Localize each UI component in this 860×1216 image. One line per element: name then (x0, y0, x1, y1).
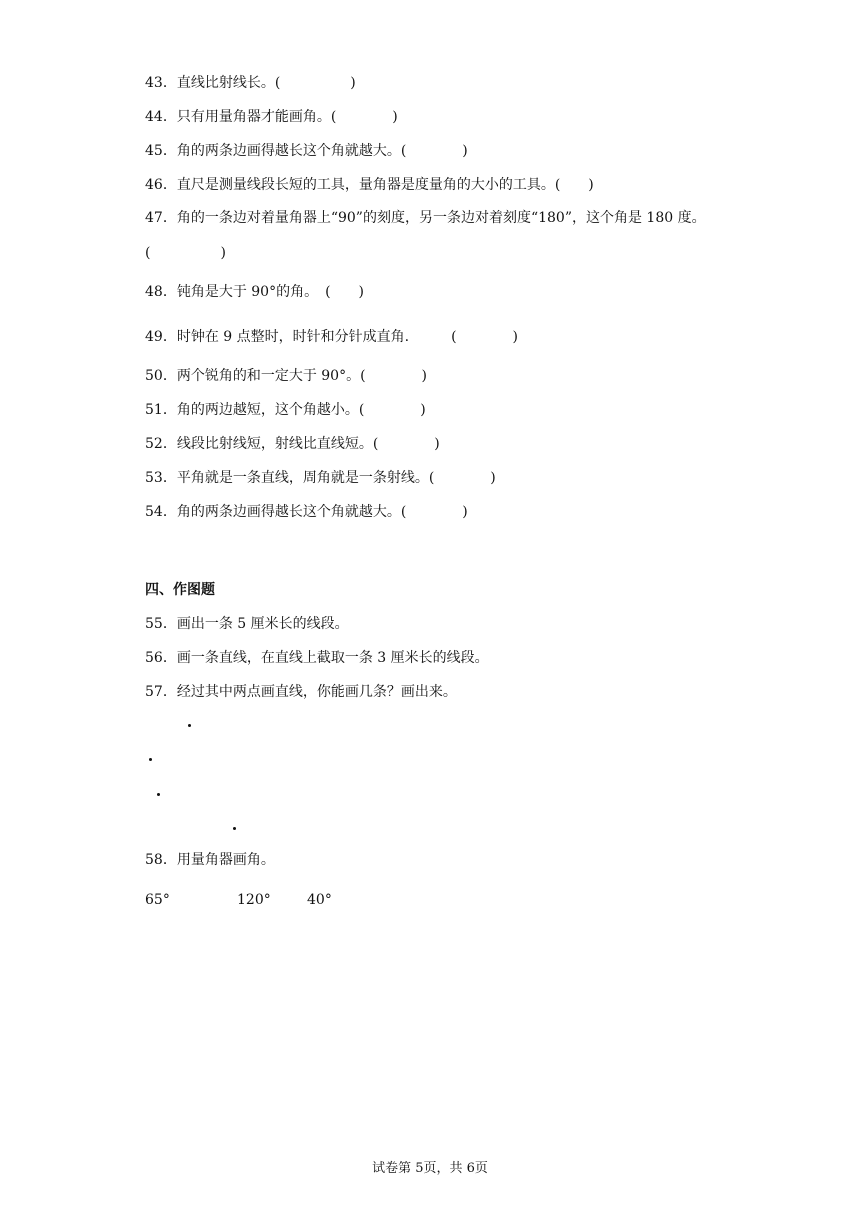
question-57: 57．经过其中两点画直线，你能画几条？画出来。 (145, 684, 457, 700)
question-53: 53．平角就是一条直线，周角就是一条射线。( ) (145, 470, 496, 486)
point-dot (157, 793, 160, 796)
question-47-blank: ( ) (145, 245, 226, 261)
question-49: 49．时钟在 9 点整时，时针和分针成直角. ( ) (145, 329, 518, 345)
question-50: 50．两个锐角的和一定大于 90°。( ) (145, 368, 428, 384)
angle-label-65: 65° (145, 892, 170, 908)
question-45: 45．角的两条边画得越长这个角就越大。( ) (145, 143, 468, 159)
question-43: 43．直线比射线长。( ) (145, 75, 356, 91)
question-56: 56．画一条直线，在直线上截取一条 3 厘米长的线段。 (145, 650, 489, 666)
question-52: 52．线段比射线短，射线比直线短。( ) (145, 436, 440, 452)
point-dot (188, 724, 191, 727)
question-51: 51．角的两边越短，这个角越小。( ) (145, 402, 426, 418)
angle-label-40: 40° (307, 892, 332, 908)
question-58: 58．用量角器画角。 (145, 852, 275, 868)
angle-label-120: 120° (237, 892, 271, 908)
question-44: 44．只有用量角器才能画角。( ) (145, 109, 398, 125)
question-55: 55．画出一条 5 厘米长的线段。 (145, 616, 349, 632)
question-46: 46．直尺是测量线段长短的工具，量角器是度量角的大小的工具。( ) (145, 177, 594, 193)
point-dot (233, 827, 236, 830)
question-48: 48．钝角是大于 90°的角。 ( ) (145, 284, 365, 300)
page-footer: 试卷第 5页，共 6页 (372, 1161, 488, 1176)
point-dot (149, 758, 152, 761)
section-title: 四、作图题 (145, 582, 215, 598)
question-54: 54．角的两条边画得越长这个角就越大。( ) (145, 504, 468, 520)
question-47: 47．角的一条边对着量角器上“90”的刻度，另一条边对着刻度“180”，这个角是 180 度。 (145, 210, 706, 226)
